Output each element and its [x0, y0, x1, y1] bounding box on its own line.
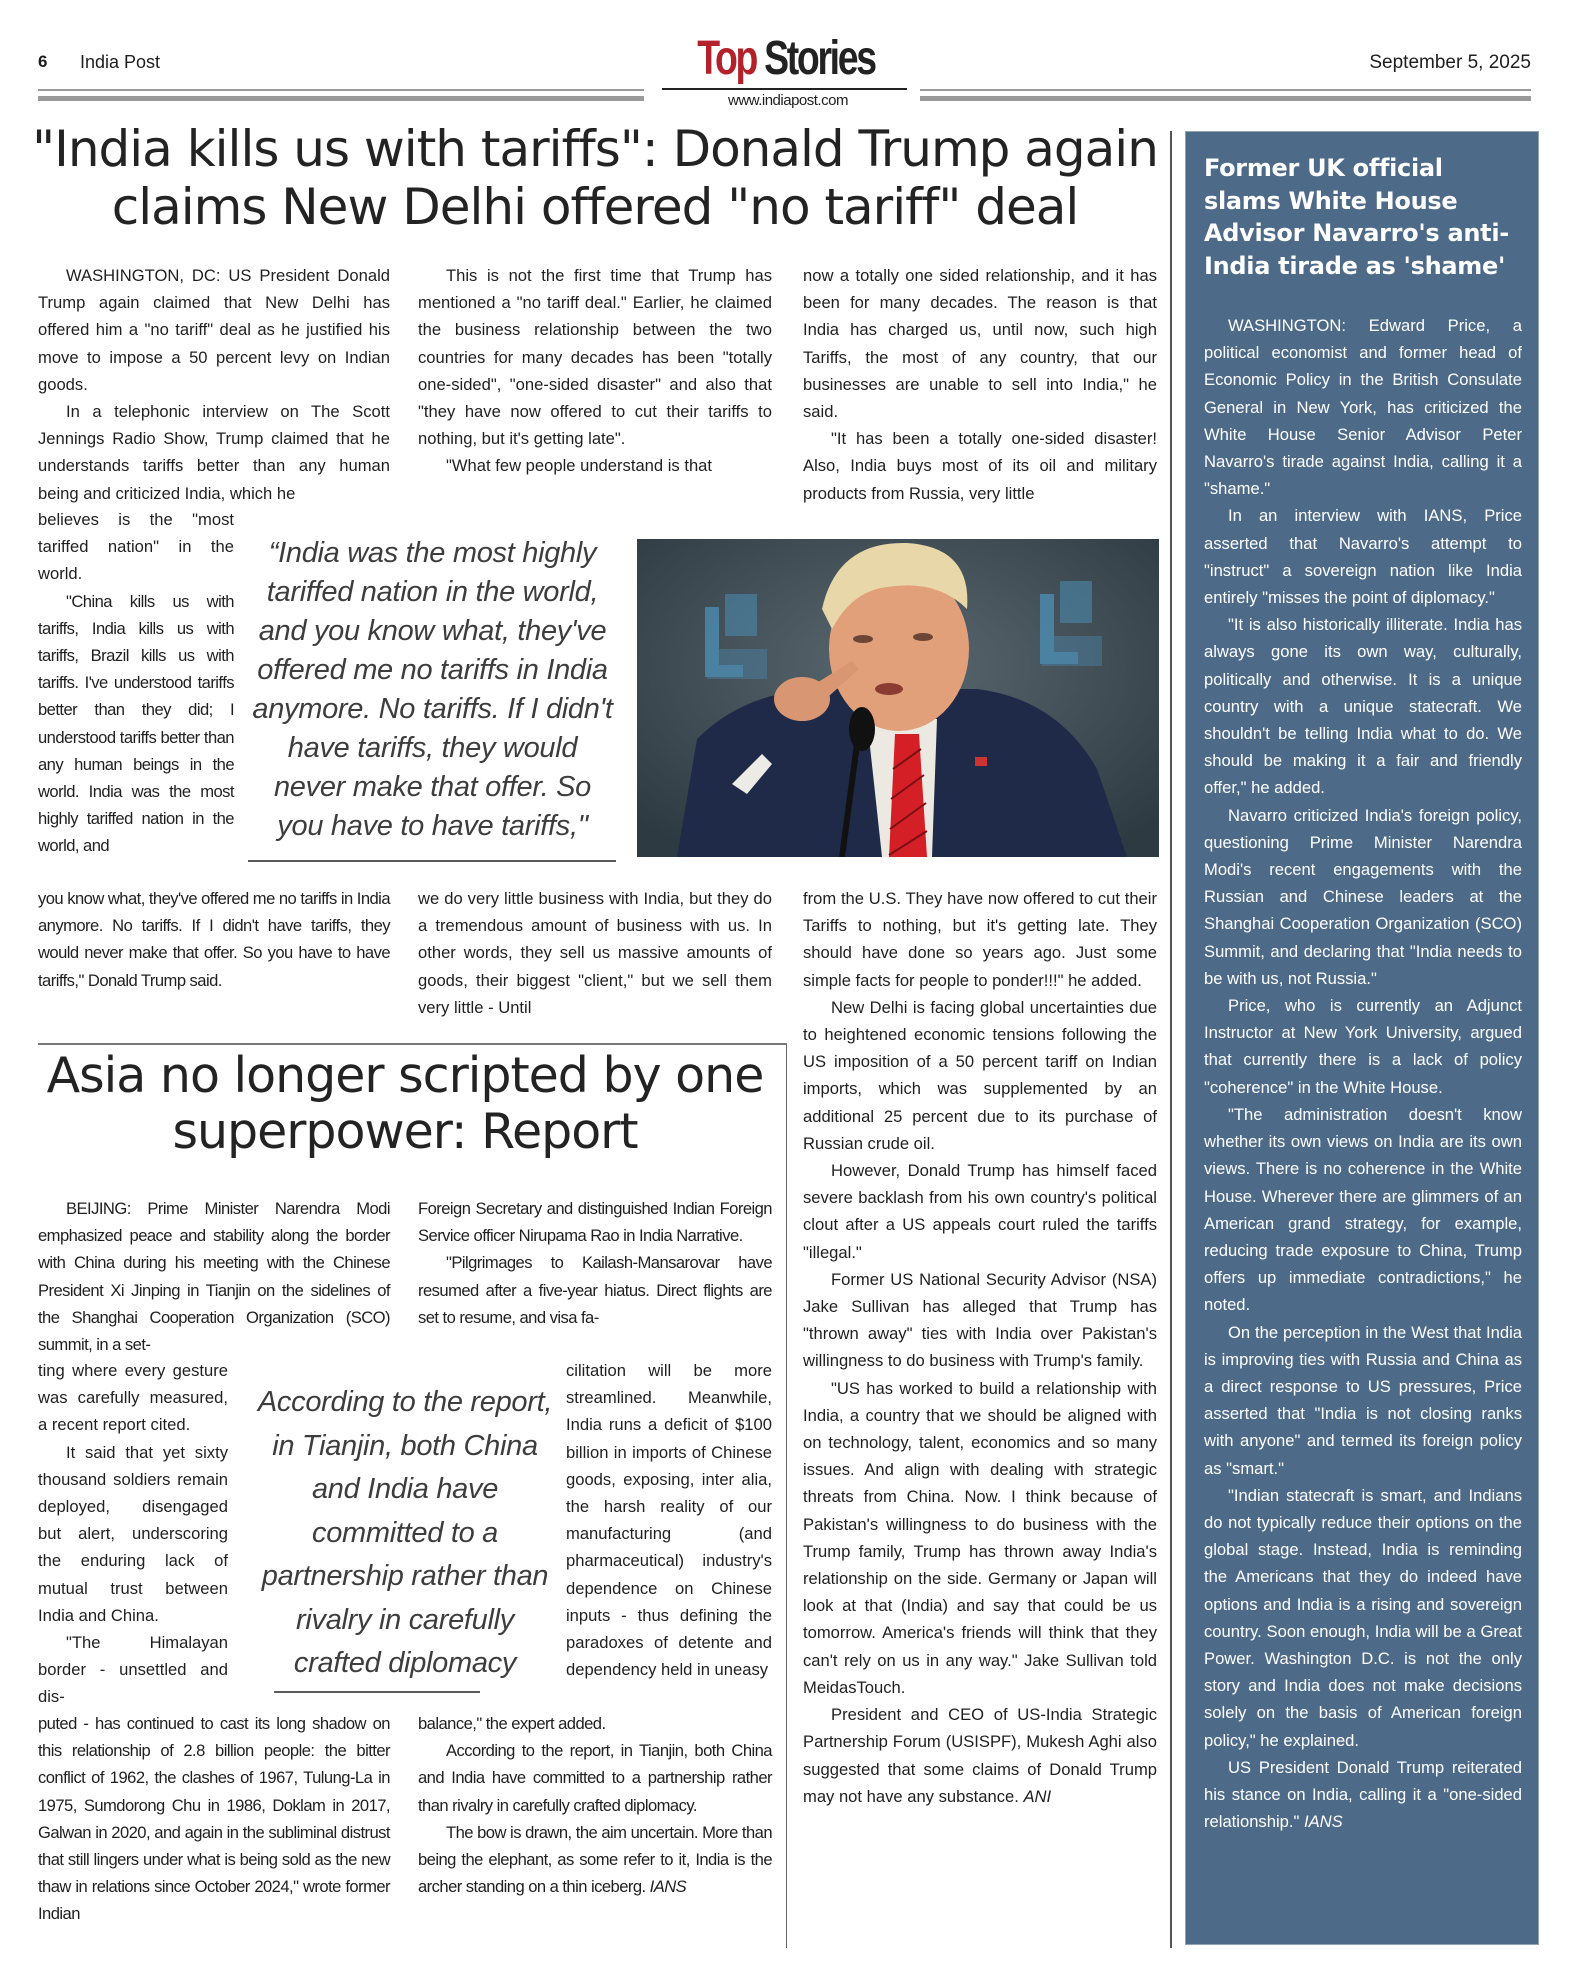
paragraph: "Indian statecraft is smart, and Indians do not typically reduce their options on the global stage. Instead, India is reminding the Americans that they do indeed have options and India is a rising and sovereign country. Soon enough, India will be a Great Power. Washington D.C. is not the only story and India does not make decisions solely on the basis of American foreign policy," he explained. — [1204, 1485, 1522, 1750]
asia-column-1-narrow — [38, 1357, 228, 1711]
source-credit: ANI — [1023, 1786, 1052, 1806]
article-headline: Asia no longer scripted by one superpower: Report — [46, 1047, 764, 1160]
paragraph: BEIJING: Prime Minister Narendra Modi emphasized peace and stability along the border with China during his meeting with the Chinese President Xi Jinping in Tianjin on the sidelines of the Shanghai Cooperation Organization (SCO) summit, in a set- — [38, 1199, 390, 1355]
paragraph: It said that yet sixty thousand soldiers remain deployed, disengaged but alert, underscoring the enduring lack of mutual trust between India and China. — [38, 1442, 228, 1625]
article-column-2-bottom — [418, 885, 772, 1021]
paragraph: "China kills us with tariffs, India kills us with tariffs, Brazil kills us with tariffs. I've understood tariffs better than they did; I understood tariffs better than any human beings in the world. India was the most highly tariffed nation in the world, and — [38, 591, 234, 856]
paragraph: balance," the expert added. — [418, 1714, 606, 1733]
paragraph: Foreign Secretary and distinguished Indian Foreign Service officer Nirupama Rao in India Narrative. — [418, 1199, 772, 1246]
asia-column-2-bottom — [418, 1710, 772, 1900]
paragraph: believes is the "most tariffed nation" in the world. — [38, 510, 234, 584]
paragraph: WASHINGTON, DC: US President Donald Trump again claimed that New Delhi has offered him a "no tariff" deal as he justified his move to impose a 50 percent levy on Indian goods. — [38, 266, 390, 394]
paragraph: New Delhi is facing global uncertainties due to heightened economic tensions following the US imposition of a 50 percent tariff on Indian imports, which was supplemented by an additional 25 percent due to its purchase of Russian crude oil. — [803, 997, 1157, 1153]
paragraph: However, Donald Trump has himself faced severe backlash from his own country's political clout after a US appeals court ruled the tariffs "illegal." — [803, 1161, 1157, 1262]
flag-pin-icon — [975, 757, 987, 766]
paragraph: Navarro criticized India's foreign policy, questioning Prime Minister Narendra Modi's recent engagements with the Russian and Chinese leaders at the Shanghai Cooperation Organization (SCO) Summit, and declaring that "India needs to be with us, not Russia." — [1204, 805, 1522, 988]
paragraph: now a totally one sided relationship, and it has been for many decades. The reason is that India has charged us, until now, such high Tariffs, the most of any country, that our businesses are unable to sell into India," he said. — [803, 266, 1157, 422]
paragraph: Former US National Security Advisor (NSA) Jake Sullivan has alleged that Trump has "thrown away" ties with India over Pakistan's willingness to do business with Trump's family. — [803, 1269, 1157, 1371]
publication-name: India Post — [80, 52, 161, 72]
pull-quote: “India was the most highly tariffed nation in the world, and you know what, they've offered me no tariffs in India anymore. No tariffs. If I didn't have tariffs, they would never make that offer. So you have to have tariffs," — [252, 537, 613, 842]
article-column-2-top — [418, 262, 772, 480]
masthead-title-underline — [662, 88, 907, 90]
asia-column-1-bottom — [38, 1710, 390, 1928]
section-title — [696, 34, 877, 84]
issue-date: September 5, 2025 — [1369, 52, 1531, 73]
article-column-1-bottom — [38, 885, 390, 994]
paragraph: we do very little business with India, but they do a tremendous amount of business with us. In other words, they sell us massive amounts of goods, their biggest "client," but we sell them very little - Until — [418, 889, 772, 1017]
paragraph-text: US President Donald Trump reiterated his stance on India, calling it a "one-sided relationship." — [1204, 1757, 1522, 1832]
paragraph: WASHINGTON: Edward Price, a political economist and former head of Economic Policy in the British Consulate General in New York, has criticized the White House Senior Advisor Peter Navarro's tirade against India, calling it a "shame." — [1204, 316, 1522, 499]
section-title-stories: Stories — [764, 32, 875, 85]
paragraph: "The administration doesn't know whether its own views on India are its own views. There is no coherence in the White House. Wherever there are glimmers of an American grand strategy, for example, reducing trade exposure to China, Trump offers up immediate contradictions," he noted. — [1204, 1104, 1522, 1315]
paragraph: "What few people understand is that — [446, 456, 713, 476]
pull-quote-rule — [274, 1691, 480, 1693]
paragraph: "Pilgrimages to Kailash-Mansarovar have resumed after a five-year hiatus. Direct flights are set to resume, and visa fa- — [418, 1253, 772, 1327]
page-number: 6 — [38, 52, 48, 71]
paragraph: Price, who is currently an Adjunct Instructor at New York University, argued that currently there is a lack of policy "coherence" in the White House. — [1204, 996, 1522, 1097]
paragraph: In an interview with IANS, Price asserted that Navarro's attempt to "instruct" a sovereign nation like India entirely "misses the point of diplomacy." — [1204, 506, 1522, 608]
section-title-top: Top — [697, 32, 757, 85]
article-column-3-bottom — [803, 885, 1157, 1810]
article-column-3-top — [803, 262, 1157, 507]
asia-column-1-top — [38, 1195, 390, 1358]
paragraph-text: The bow is drawn, the aim uncertain. More than being the elephant, as some refer to it, India is the archer standing on a thin iceberg. — [418, 1822, 772, 1897]
paragraph: from the U.S. They have now offered to cut their Tariffs to nothing, but it's getting late. They should have done so years ago. Just some simple facts for people to ponder!!!" he added. — [803, 889, 1157, 990]
masthead-rule-right-thin — [920, 89, 1531, 91]
trump-photo — [637, 539, 1159, 857]
sidebar-headline: Former UK official slams White House Advisor Navarro's anti-India tirade as 'shame' — [1204, 154, 1509, 280]
paragraph: "The Himalayan border - unsettled and dis- — [38, 1633, 228, 1707]
sidebar-body — [1204, 312, 1522, 1835]
sidebar-article-navarro — [1185, 131, 1539, 1945]
masthead-rule-left-thin — [38, 89, 644, 91]
article-column-1-narrow — [38, 506, 234, 860]
paragraph: puted - has continued to cast its long shadow on this relationship of 2.8 billion people: the bitter conflict of 1962, the clashes of 1967, Tulung-La in 1975, Sumdorong Chu in 1986, Doklam in 2017, Galwan in 2020, and again in the subliminal distrust that still lingers under what is being sold as the new thaw in relations since October 2024," wrote former Indian — [38, 1714, 390, 1924]
article-headline: "India kills us with tariffs": Donald Trump again claims New Delhi offered "no tariff" deal — [32, 120, 1158, 236]
paragraph: you know what, they've offered me no tariffs in India anymore. No tariffs. If I didn't have tariffs, they would never make that offer. So you have to have tariffs," Donald Trump said. — [38, 889, 390, 990]
paragraph: This is not the first time that Trump has mentioned a "no tariff deal." Earlier, he claimed the business relationship between the two countries for many decades has been "totally one-sided", "one-sided disaster" and also that "they have now offered to cut their tariffs to nothing, but it's getting late". — [418, 266, 772, 449]
paragraph: ting where every gesture was carefully measured, a recent report cited. — [38, 1361, 228, 1435]
paragraph: cilitation will be more streamlined. Meanwhile, India runs a deficit of $100 billion in imports of Chinese goods, exposing, inter alia, the harsh reality of our manufacturing (and pharmaceutical) industry's dependence on Chinese inputs - thus defining the paradoxes of detente and dependency held in uneasy — [566, 1361, 772, 1680]
paragraph-text: President and CEO of US-India Strategic Partnership Forum (USISPF), Mukesh Aghi also suggested that some claims of Donald Trump may not have any substance. — [803, 1705, 1157, 1806]
column-divider-asia — [786, 1044, 787, 1948]
website-link[interactable]: www.indiapost.com — [728, 92, 848, 109]
asia-column-2-narrow — [566, 1357, 772, 1683]
column-divider-sidebar — [1170, 131, 1172, 1948]
paragraph — [803, 1701, 1157, 1810]
paragraph — [1204, 1754, 1522, 1836]
source-credit: IANS — [649, 1877, 687, 1897]
paragraph: "It is also historically illiterate. India has always gone its own way, culturally, politically and otherwise. It is a unique country with a unique statecraft. We shouldn't be telling India what to do. We should be making it a fair and friendly offer," he added. — [1204, 615, 1522, 798]
masthead-rule-left-thick — [38, 96, 644, 101]
article-column-1-top — [38, 262, 390, 507]
paragraph — [418, 1819, 772, 1901]
asia-column-2-top — [418, 1195, 772, 1331]
paragraph: On the perception in the West that India is improving ties with Russia and China as a direct response to US pressures, Price asserted that "India is not closing ranks with anyone" and termed its foreign policy as "smart." — [1204, 1322, 1522, 1478]
article-separator-rule — [38, 1043, 787, 1045]
paragraph: "US has worked to build a relationship with India, a country that we should be aligned with on technology, talent, economics and so many issues. And align with dealing with strategic threats from China. Now. I think because of Pakistan's willingness to do business with the Trump family, Trump has thrown away India's relationship on the side. Germany or Japan will look at that (India) and say that could be us tomorrow. America's friends will think that they can't rely on us in any way." Jake Sullivan told MeidasTouch. — [803, 1378, 1157, 1697]
paragraph: In a telephonic interview on The Scott Jennings Radio Show, Trump claimed that he understands tariffs better than any human being and criticized India, which he — [38, 402, 390, 503]
trump-photo-illustration — [637, 539, 1159, 857]
paragraph: "It has been a totally one-sided disaster! Also, India buys most of its oil and military products from Russia, very little — [803, 429, 1157, 503]
masthead-rule-right-thick — [920, 96, 1531, 101]
paragraph: According to the report, in Tianjin, both China and India have committed to a partnership rather than rivalry in carefully crafted diplomacy. — [418, 1741, 772, 1815]
pull-quote-rule — [248, 860, 616, 862]
source-credit: IANS — [1304, 1812, 1343, 1832]
pull-quote: According to the report, in Tianjin, both China and India have committed to a partnership rather than rivalry in carefully crafted diplomacy — [257, 1386, 553, 1679]
